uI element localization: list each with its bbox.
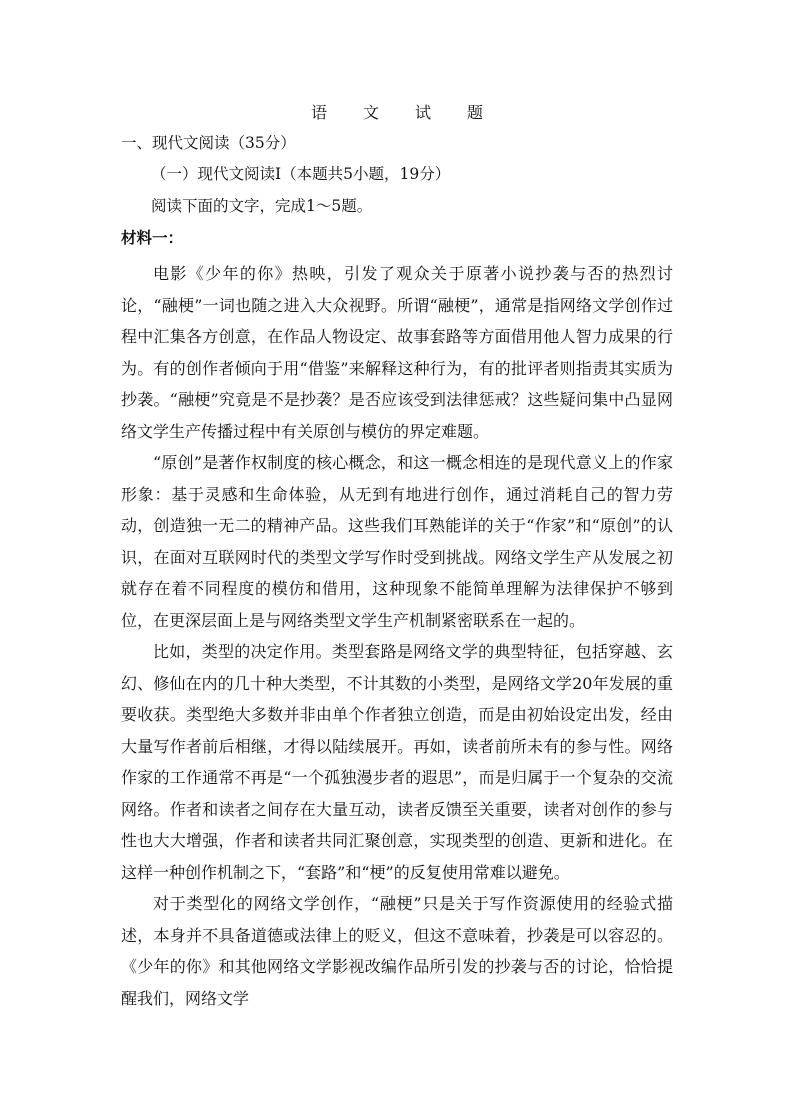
instruction-text: 阅读下面的文字，完成1～5题。 (151, 197, 373, 215)
paragraph: 比如，类型的决定作用。类型套路是网络文学的典型特征，包括穿越、玄幻、修仙在内的几十种大类型，不计其数的小类型，是网络文学20年发展的重要收获。类型绝大多数并非由单个作者独立创造，而是由初始设定出发，经由大量写作者前后相继，才得以陆续展开。再如，读者前所未有的参与性。网络作家的工作通常不再是“一个孤独漫步者的遐思”，而是归属于一个复杂的交流网络。作者和读者之间存在大量互动，读者反馈至关重要，读者对创作的参与性也大大增强，作者和读者共同汇聚创意，实现类型的创造、更新和进化。在这样一种创作机制之下，“套路”和“梗”的反复使用常难以避免。 (121, 642, 673, 882)
title-char: 文 (362, 103, 379, 122)
title-char: 试 (415, 103, 432, 122)
reading-passage (121, 258, 673, 1014)
paragraph: 电影《少年的你》热映，引发了观众关于原著小说抄袭与否的热烈讨论，“融梗”一词也随之进入大众视野。所谓“融梗”，通常是指网络文学创作过程中汇集各方创意，在作品人物设定、故事套路等方面借用他人智力成果的行为。有的创作者倾向于用“借鉴”来解释这种行为，有的批评者则指责其实质为抄袭。“融梗”究竟是不是抄袭？是否应该受到法律惩戒？这些疑问集中凸显网络文学生产传播过程中有关原创与模仿的界定难题。 (121, 264, 673, 441)
title-char: 语 (310, 103, 327, 122)
subsection-heading: （一）现代文阅读Ⅰ（本题共5小题，19分） (151, 165, 451, 183)
material-label: 材料一： (121, 228, 184, 247)
paragraph: 对于类型化的网络文学创作，“融梗”只是关于写作资源使用的经验式描述，本身并不具备道德或法律上的贬义，但这不意味着，抄袭是可以容忍的。《少年的你》和其他网络文学影视改编作品所引发的抄袭与否的讨论，恰恰提醒我们，网络文学 (121, 894, 673, 1008)
title-char: 题 (467, 103, 484, 122)
section-heading: 一、现代文阅读（35分） (121, 134, 296, 152)
page-title (121, 102, 673, 124)
paragraph: “原创”是著作权制度的核心概念，和这一概念相连的是现代意义上的作家形象：基于灵感和生命体验，从无到有地进行创作，通过消耗自己的智力劳动，创造独一无二的精神产品。这些我们耳熟能详的关于“作家”和“原创”的认识，在面对互联网时代的类型文学写作时受到挑战。网络文学生产从发展之初就存在着不同程度的模仿和借用，这种现象不能简单理解为法律保护不够到位，在更深层面上是与网络类型文学生产机制紧密联系在一起的。 (121, 453, 673, 630)
